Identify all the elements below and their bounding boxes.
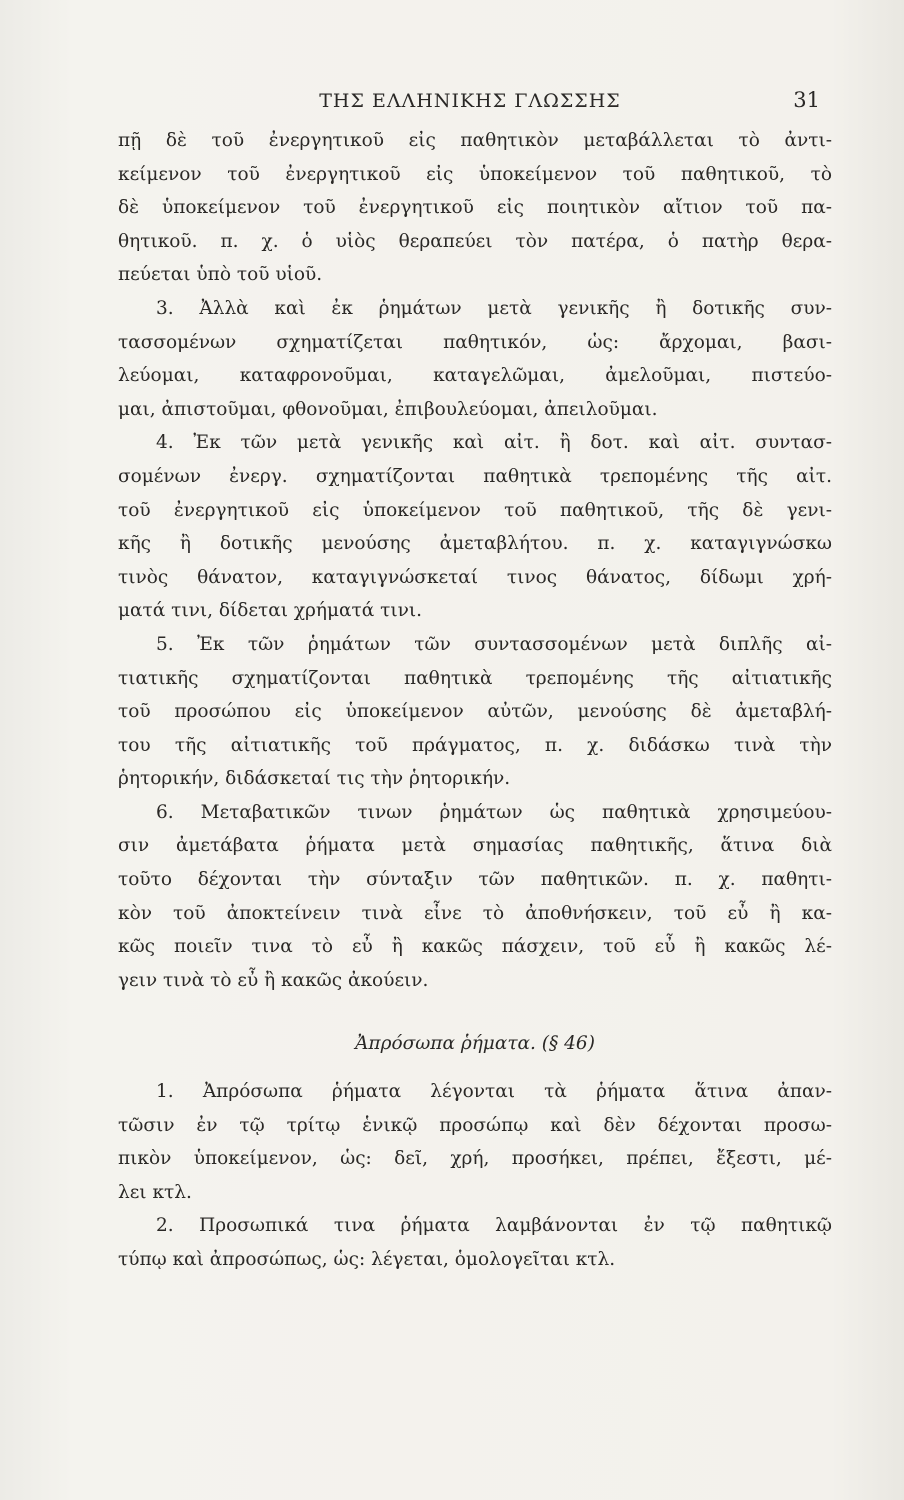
text-line: κείμενον τοῦ ἐνεργητικοῦ εἰς ὑποκείμενον τοῦ παθητικοῦ, τὸ [118,163,832,185]
text-line: γειν τινὰ τὸ εὖ ἢ κακῶς ἀκούειν. [118,969,429,991]
section-spacer [118,1061,832,1075]
paragraph-3-start: 3. Ἀλλὰ καὶ ἐκ ῥημάτων μετὰ γενικῆς ἢ δοτικῆς συν- [156,297,832,319]
text-line: τύπῳ καὶ ἀπροσώπως, ὡς: λέγεται, ὁμολογεῖται κτλ. [118,1249,616,1270]
text-line: ματά τινι, δίδεται χρήματά τινι. [118,600,423,622]
page-header [120,88,820,118]
text-line: θητικοῦ. π. χ. ὁ υἱὸς θεραπεύει τὸν πατέρα, ὁ πατὴρ θερα- [118,230,832,252]
section-spacer [118,997,832,1027]
text-line: τασσομένων σχηματίζεται παθητικόν, ὡς: ἄρχομαι, βασι- [118,331,832,353]
text-line: του τῆς αἰτιατικῆς τοῦ πράγματος, π. χ. διδάσκω τινὰ τὴν [118,734,832,756]
text-line: σιν ἀμετάβατα ῥήματα μετὰ σημασίας παθητικῆς, ἅτινα διὰ [118,835,832,857]
page-number: 31 [793,88,820,112]
paragraph-5-start: 5. Ἐκ τῶν ῥημάτων τῶν συντασσομένων μετὰ διπλῆς αἰ- [156,633,832,655]
text-line: τιατικῆς σχηματίζονται παθητικὰ τρεπομένης τῆς αἰτιατικῆς [118,667,832,689]
text-line: μαι, ἀπιστοῦμαι, φθονοῦμαι, ἐπιβουλεύομαι, ἀπειλοῦμαι. [118,398,658,420]
text-line: πεύεται ὑπὸ τοῦ υἱοῦ. [118,264,323,286]
running-head: ΤΗΣ ΕΛΛΗΝΙΚΗΣ ΓΛΩΣΣΗΣ [319,90,621,112]
paragraph-4-start: 4. Ἐκ τῶν μετὰ γενικῆς καὶ αἰτ. ἢ δοτ. καὶ αἰτ. συντασ- [156,432,832,454]
text-line: τινὸς θάνατον, καταγιγνώσκεταί τινος θάνατος, δίδωμι χρή- [118,566,832,588]
text-line: τοῦ προσώπου εἰς ὑποκείμενον αὐτῶν, μενούσης δὲ ἀμεταβλή- [118,701,832,723]
section-paragraph-2-start: 2. Προσωπικά τινα ῥήματα λαμβάνονται ἐν τῷ παθητικῷ [156,1215,832,1237]
text-line: λει κτλ. [118,1181,192,1203]
section-paragraph-1-start: 1. Ἀπρόσωπα ῥήματα λέγονται τὰ ῥήματα ἅτινα ἀπαν- [156,1081,832,1103]
text-line: ῥητορικήν, διδάσκεταί τις τὴν ῥητορικήν. [118,768,511,790]
text-line: δὲ ὑποκείμενον τοῦ ἐνεργητικοῦ εἰς ποιητικὸν αἴτιον τοῦ πα- [118,197,832,219]
text-line: πικὸν ὑποκείμενον, ὡς: δεῖ, χρή, προσήκει, πρέπει, ἔξεστι, μέ- [118,1148,832,1170]
text-line: κὸν τοῦ ἀποκτείνειν τινὰ εἶνε τὸ ἀποθνήσκειν, τοῦ εὖ ἢ κα- [118,902,832,924]
text-line: τοῦ ἐνεργητικοῦ εἰς ὑποκείμενον τοῦ παθητικοῦ, τῆς δὲ γενι- [118,499,832,521]
text-line: σομένων ἐνεργ. σχηματίζονται παθητικὰ τρεπομένης τῆς αἰτ. [118,465,832,487]
text-line: κῶς ποιεῖν τινα τὸ εὖ ἢ κακῶς πάσχειν, τοῦ εὖ ἢ κακῶς λέ- [118,936,832,958]
text-line: τοῦτο δέχονται τὴν σύνταξιν τῶν παθητικῶν. π. χ. παθητι- [118,869,832,891]
text-line: πῇ δὲ τοῦ ἐνεργητικοῦ εἰς παθητικὸν μεταβάλλεται τὸ ἀντι- [118,130,832,151]
text-line: λεύομαι, καταφρονοῦμαι, καταγελῶμαι, ἀμελοῦμαι, πιστεύο- [118,365,832,387]
body-text [118,124,832,1277]
paragraph-6-start: 6. Μεταβατικῶν τινων ῥημάτων ὡς παθητικὰ χρησιμεύου- [156,801,832,823]
text-line: τῶσιν ἐν τῷ τρίτῳ ἑνικῷ προσώπῳ καὶ δὲν δέχονται προσω- [118,1114,832,1136]
section-heading: Ἀπρόσωπα ῥήματα. (§ 46) [355,1033,595,1055]
text-line: κῆς ἢ δοτικῆς μενούσης ἀμεταβλήτου. π. χ. καταγιγνώσκω [118,533,832,555]
